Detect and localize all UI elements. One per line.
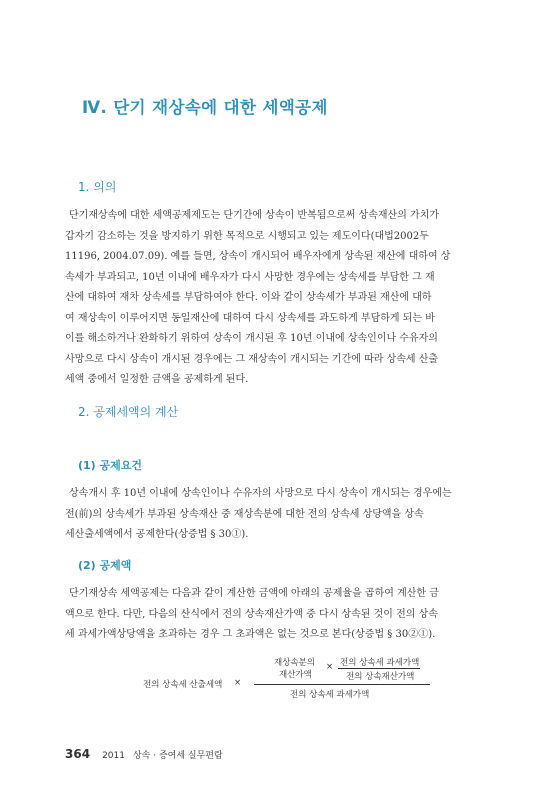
formula-times: × [234,678,242,688]
formula-inner-right-num: 전의 상속세 과세가액 [340,658,420,668]
formula-inner-fraction-line [338,668,420,669]
paragraph-line: 여 재상속이 이루어지면 동일재산에 대하여 다시 상속세를 과도하게 부담하게 되는 바 [65,312,435,324]
subsection-heading-1: (1) 공제요건 [78,459,143,472]
paragraph-line: 사망으로 다시 상속이 개시된 경우에는 그 재상속이 개시되는 기간에 따라 상속세 산출 [65,353,439,365]
formula-outer-fraction-line [254,684,430,685]
section-heading-1: 1. 의의 [78,180,117,194]
paragraph-line: 세 과세가액상당액을 초과하는 경우 그 초과액은 없는 것으로 본다(상증법 § 30②①). [65,629,436,640]
section-heading-2: 2. 공제세액의 계산 [78,405,179,419]
formula-inner-times: × [326,662,334,672]
paragraph-line: 세산출세액에서 공제한다(상증법 § 30①). [65,529,249,540]
chapter-title: Ⅳ. 단기 재상속에 대한 세액공제 [82,98,328,117]
subsection-2-paragraph [65,584,485,646]
page-footer [65,743,223,762]
formula-inner-num-1: 재상속분의 [274,658,316,668]
formula-inner-num-2: 재산가액 [279,670,312,680]
formula-inner-right-den: 전의 상속재산가액 [346,672,415,682]
paragraph-line: 산에 대하여 재차 상속세를 부담하여야 한다. 이와 같이 상속세가 부과된 재산에 대하 [65,292,432,303]
paragraph-line: 상속개시 후 10년 이내에 상속인이나 수유자의 사망으로 다시 상속이 개시되는 경우에는 [69,488,452,499]
paragraph-line: 세액 중에서 일정한 금액을 공제하게 된다. [65,374,249,385]
paragraph-line: 단기재상속 세액공제는 다음과 같이 계산한 금액에 아래의 공제율을 곱하여 계산한 금 [69,588,439,599]
deduction-formula [0,656,550,706]
paragraph-line: 액으로 한다. 다만, 다음의 산식에서 전의 상속재산가액 중 다시 상속된 것이 전의 상속 [65,608,438,620]
page-number: 364 [65,747,91,761]
paragraph-line: 이를 해소하거나 완화하기 위하여 상속이 개시된 후 10년 이내에 상속인이나 수유자의 [65,333,438,344]
paragraph-line: 속세가 부과되고, 10년 이내에 배우자가 다시 사망한 경우에는 상속세를 부담한 그 재 [65,271,435,283]
formula-left-term: 전의 상속세 산출세액 [143,680,223,690]
paragraph-line: 전(前)의 상속세가 부과된 상속재산 중 재상속분에 대한 전의 상속세 상당액을 상속 [65,508,424,520]
paragraph-line: 갑자기 감소하는 것을 방지하기 위한 목적으로 시행되고 있는 제도이다(대법2002두 [65,230,429,242]
section-1-paragraph [65,206,485,391]
subsection-1-paragraph [65,484,485,546]
subsection-heading-2: (2) 공제액 [78,559,132,572]
footer-year: 2011 [102,751,125,761]
formula-outer-den: 전의 상속세 과세가액 [290,690,370,700]
paragraph-line: 단기재상속에 대한 세액공제제도는 단기간에 상속이 반복됨으로써 상속재산의 가치가 [69,210,440,221]
paragraph-line: 11196, 2004.07.09). 예를 들면, 상속이 개시되어 배우자에게 상속된 재산에 대하여 상 [65,251,451,262]
footer-book-title: 상속 · 증여세 실무편람 [132,751,223,761]
